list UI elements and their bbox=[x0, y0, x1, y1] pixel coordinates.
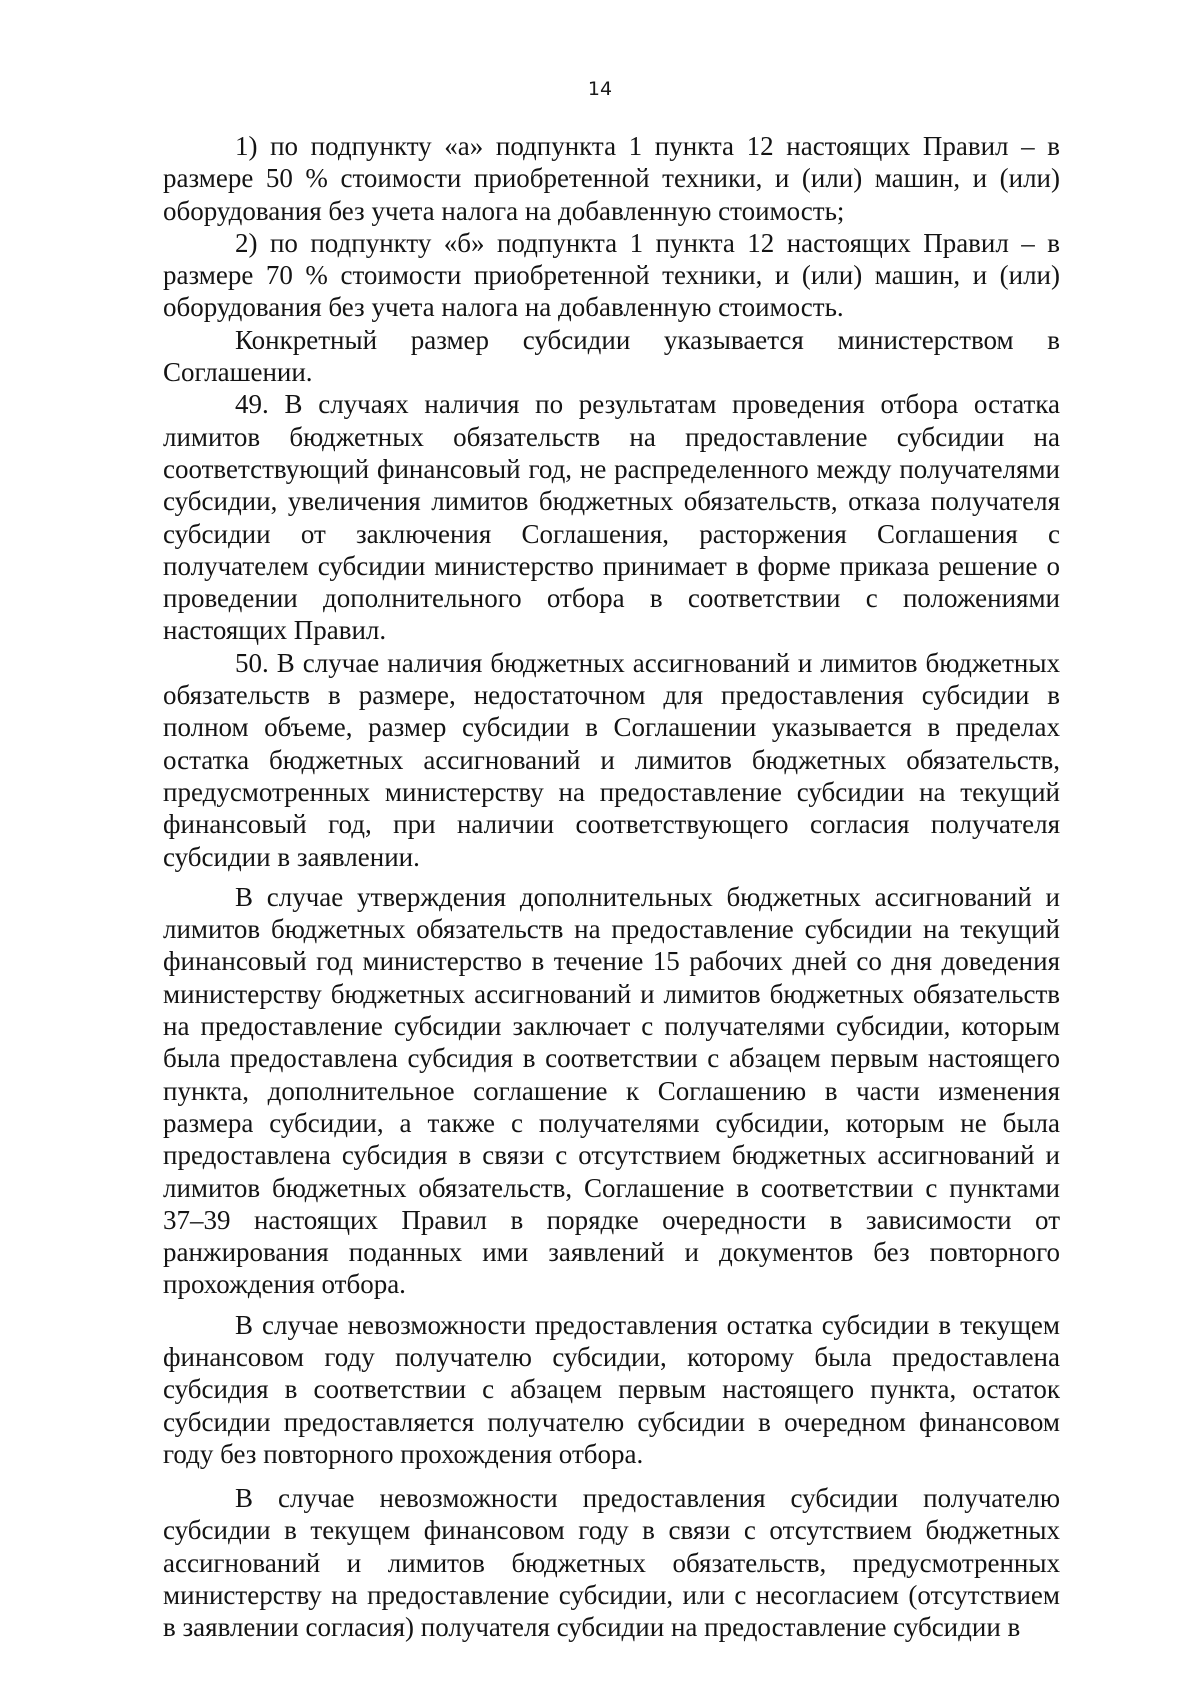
document-body bbox=[163, 130, 1060, 1644]
paragraph-impossibility: В случае невозможности предоставления субсидии получателю субсидии в текущем финансовом году в связи с отсутствием бюджетных ассигнований и лимитов бюджетных обязательств, предусмотренных министерству на предоставление субсидии, или с несогласием (отсутствием в заявлении согласия) получателя субсидии на предоставление субсидии в bbox=[163, 1483, 1060, 1643]
paragraph-subitem-1: 1) по подпункту «а» подпункта 1 пункта 12 настоящих Правил – в размере 50 % стоимости приобретенной техники, и (или) машин, и (или) оборудования без учета налога на добавленную стоимость; bbox=[163, 131, 1060, 226]
paragraph-subitem-2: 2) по подпункту «б» подпункта 1 пункта 12 настоящих Правил – в размере 70 % стоимости приобретенной техники, и (или) машин, и (или) оборудования без учета налога на добавленную стоимость. bbox=[163, 227, 1060, 323]
paragraph-50: 50. В случае наличия бюджетных ассигнований и лимитов бюджетных обязательств в размере, недостаточном для предоставления субсидии в полном объеме, размер субсидии в Соглашении указывается в пределах остатка бюджетных ассигнований и лимитов бюджетных обязательств, предусмотренных министерству на предоставление субсидии на текущий финансовый год, при наличии соответствующего согласия получателя субсидии в заявлении. bbox=[163, 647, 1060, 872]
paragraph-49: 49. В случаях наличия по результатам проведения отбора остатка лимитов бюджетных обязательств на предоставление субсидии на соответствующий финансовый год, не распределенного между получателями субсидии, увеличения лимитов бюджетных обязательств, отказа получателя субсидии от заключения Соглашения, расторжения Соглашения с получателем субсидии министерство принимает в форме приказа решение о проведении дополнительного отбора в соответствии с положениями настоящих Правил. bbox=[163, 389, 1060, 646]
paragraph-subsidy-amount: Конкретный размер субсидии указывается министерством в Соглашении. bbox=[163, 324, 1060, 388]
paragraph-remaining-subsidy: В случае невозможности предоставления остатка субсидии в текущем финансовом году получателю субсидии, которому была предоставлена субсидия в соответствии с абзацем первым настоящего пункта, остаток субсидии предоставляется получателю субсидии в очередном финансовом году без повторного прохождения отбора. bbox=[163, 1309, 1060, 1469]
paragraph-additional-allocations: В случае утверждения дополнительных бюджетных ассигнований и лимитов бюджетных обязательств на предоставление субсидии на текущий финансовый год министерство в течение 15 рабочих дней со дня доведения министерству бюджетных ассигнований и лимитов бюджетных обязательств на предоставление субсидии заключает с получателями субсидии, которым была предоставлена субсидия в соответствии с абзацем первым настоящего пункта, дополнительное соглашение к Соглашению в части изменения размера субсидии, а также с получателями субсидии, которым не была предоставлена субсидия в связи с отсутствием бюджетных ассигнований и лимитов бюджетных обязательств, Соглашение в соответствии с пунктами 37–39 настоящих Правил в порядке очередности в зависимости от ранжирования поданных ими заявлений и документов без повторного прохождения отбора. bbox=[163, 881, 1060, 1300]
page-number: 14 bbox=[587, 78, 613, 100]
